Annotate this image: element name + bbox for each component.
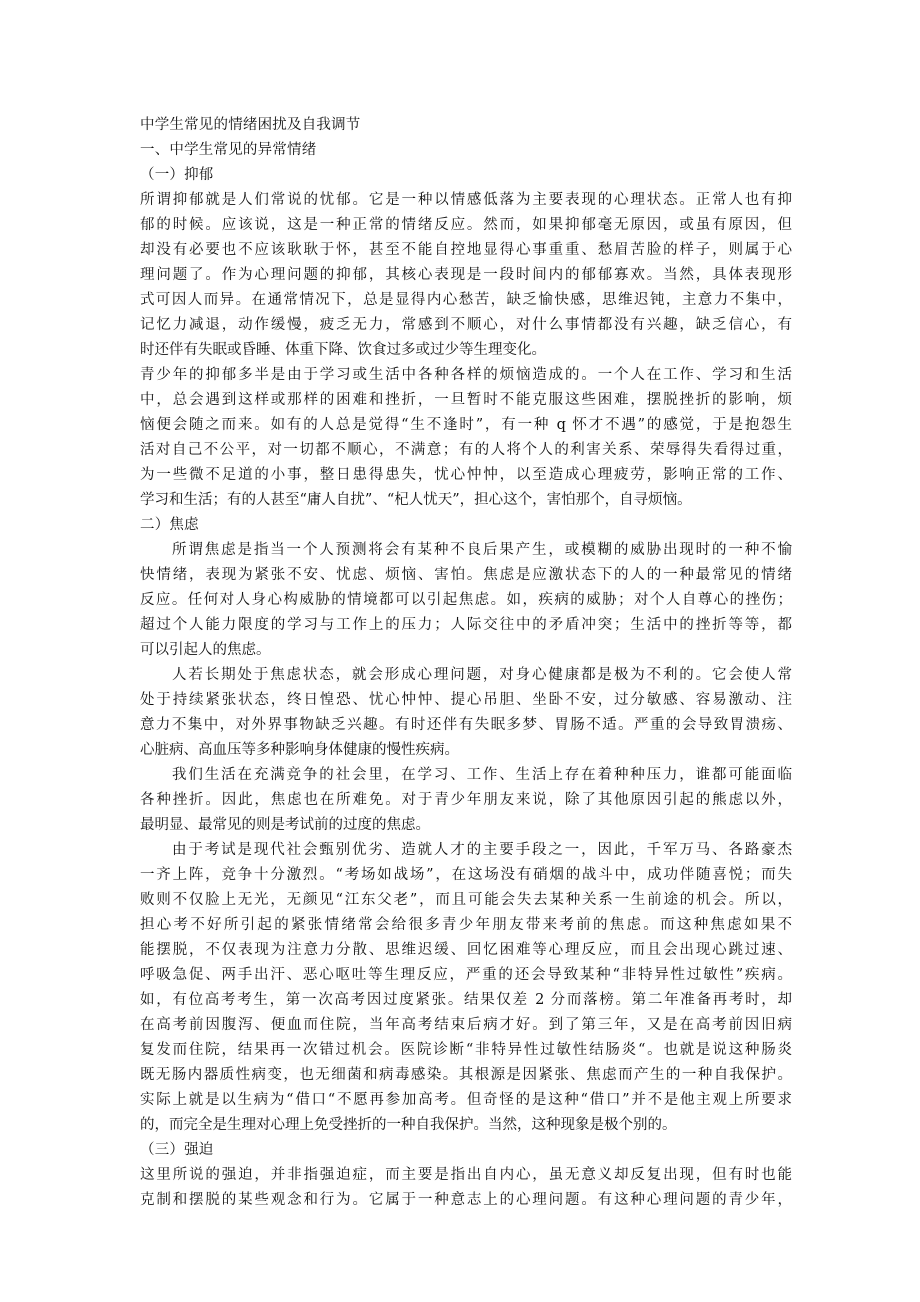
text-line: 的，而完全是生理对心理上免受挫折的一种自我保护。当然，这种现象是极个别的。 [140,1117,677,1133]
paragraph-anxiety-effects [140,663,792,763]
document-page [140,113,792,1213]
text-line: 恼便会随之而来。如有的人总是觉得“生不逢时”，有一种 q 怀才不遇”的感觉，于是抱怨生 [140,417,792,433]
text-line: 克制和摆脱的某些观念和行为。它属于一种意志上的心理问题。有这种心理问题的青少年， [140,1192,792,1208]
subheading-anxiety: 二）焦虑 [140,517,199,533]
text-line: 郁的时候。应该说，这是一种正常的情绪反应。然而，如果抑郁毫无原因，或虽有原因，但 [140,217,792,233]
text-line: 在高考前因腹泻、便血而住院，当年高考结束后病才好。到了第三年，又是在高考前因旧病 [140,1017,792,1033]
paragraph-exam-anxiety [140,838,792,1138]
text-line: 担心考不好所引起的紧张情绪常会给很多青少年朋友带来考前的焦虑。而这种焦虑如果不 [140,917,792,933]
text-line: 败则不仅脸上无光，无颜见“江东父老”，而且可能会失去某种关系一生前途的机会。所以， [140,892,792,908]
document-title: 中学生常见的情绪困扰及自我调节 [140,117,361,133]
text-line: 却没有必要也不应该耿耿于怀，甚至不能自控地显得心事重重、愁眉苦脸的样子，则属于心 [140,242,792,258]
subheading-depression: （一）抑郁 [140,167,214,183]
text-line: 如，有位高考考生，第一次高考因过度紧张。结果仅差 2 分而落榜。第二年准备再考时，却 [140,992,792,1008]
text-line: 这里所说的强迫，并非指强迫症，而主要是指出自内心，虽无意义却反复出现，但有时也能 [140,1167,792,1183]
text-line: 中，总会遇到这样或那样的困难和挫折，一旦暂时不能克服这些困难，摆脱挫折的影响，烦 [140,392,792,408]
text-line: 复发而住院，结果再一次错过机会。医院诊断“非特异性过敏性结肠炎“。也就是说这种肠炎 [140,1042,792,1058]
text-line: 最明显、最常见的则是考试前的过度的焦虑。 [140,817,430,833]
text-line: 快情绪，表现为紧张不安、忧虑、烦恼、害怕。焦虑是应激状态下的人的一种最常见的情绪 [140,567,792,583]
text-line: 理问题了。作为心理问题的抑郁，其核心表现是一段时间内的郁郁寡欢。当然，具体表现形 [140,267,792,283]
paragraph-depression-causes [140,363,792,513]
text-line: 所谓焦虑是指当一个人预测将会有某种不良后果产生，或模糊的威胁出现时的一种不愉 [172,542,792,558]
paragraph-anxiety-competition [140,763,792,838]
text-line: 反应。任何对人身心构威胁的情境都可以引起焦虑。如，疾病的威胁；对个人自尊心的挫伤； [140,592,792,608]
text-line: 活对自己不公平，对一切都不顺心，不满意；有的人将个人的利害关系、荣辱得失看得过重， [140,442,792,458]
text-line: 处于持续紧张状态，终日惶恐、忧心忡忡、提心吊胆、坐卧不安，过分敏感、容易激动、注 [140,692,792,708]
text-line: 所谓抑郁就是人们常说的忧郁。它是一种以情感低落为主要表现的心理状态。正常人也有抑 [140,192,792,208]
text-line: 式可因人而异。在通常情况下，总是显得内心愁苦，缺乏愉快感，思维迟钝，主意力不集中， [140,292,792,308]
subheading-compulsion: （三）强迫 [140,1142,214,1158]
text-line: 各种挫折。因此，焦虑也在所难免。对于青少年朋友来说，除了其他原因引起的熊虑以外， [140,792,792,808]
text-line: 时还伴有失眠或昏睡、体重下降、饮食过多或过少等生理变化。 [140,342,546,358]
text-line: 一齐上阵，竞争十分激烈。“考场如战场”，在这场没有硝烟的战斗中，成功伴随喜悦；而失 [140,867,792,883]
text-line: 实际上就是以生病为“借口“不愿再参加高考。但奇怪的是这种“借口”并不是他主观上所要求 [140,1092,792,1108]
paragraph-anxiety-definition [140,538,792,663]
text-line: 人若长期处于焦虑状态，就会形成心理问题，对身心健康都是极为不利的。它会使人常 [172,667,792,683]
text-line: 既无肠内器质性病变，也无细菌和病毒感染。其根源是因紧张、焦虑而产生的一种自我保护。 [140,1067,792,1083]
text-line: 为一些微不足道的小事，整日患得患失，忧心忡忡，以至造成心理疲劳，影响正常的工作、 [140,467,792,483]
text-line: 记忆力减退，动作缓慢，疲乏无力，常感到不顺心，对什么事情都没有兴趣，缺乏信心，有 [140,317,792,333]
text-line: 呼吸急促、两手出汗、恶心呕吐等生理反应，严重的还会导致某种“非特异性过敏性”疾病。 [140,967,792,983]
text-line: 心脏病、高血压等多种影响身体健康的慢性疾病。 [140,742,459,758]
text-line: 学习和生活；有的人甚至“庸人自扰”、“杞人忧天”，担心这个，害怕那个，自寻烦恼。 [140,492,692,508]
paragraph-compulsion [140,1163,792,1213]
paragraph-depression-definition [140,188,792,363]
text-line: 可以引起人的焦虑。 [140,642,271,658]
section-heading-abnormal-emotions: 一、中学生常见的异常情绪 [140,142,317,158]
text-line: 青少年的抑郁多半是由于学习或生活中各种各样的烦恼造成的。一个人在工作、学习和生活 [140,367,792,383]
text-line: 由于考试是现代社会甄别优劣、造就人才的主要手段之一，因此，千军万马、各路豪杰 [172,842,792,858]
text-line: 能摆脱，不仅表现为注意力分散、思维迟缓、回忆困难等心理反应，而且会出现心跳过速、 [140,942,792,958]
text-line: 意力不集中，对外界事物缺乏兴趣。有时还伴有失眠多梦、胃肠不适。严重的会导致胃溃疡、 [140,717,792,733]
text-line: 我们生活在充满竞争的社会里，在学习、工作、生活上存在着种种压力，谁都可能面临 [172,767,792,783]
text-line: 超过个人能力限度的学习与工作上的压力；人际交往中的矛盾冲突；生活中的挫折等等，都 [140,617,792,633]
